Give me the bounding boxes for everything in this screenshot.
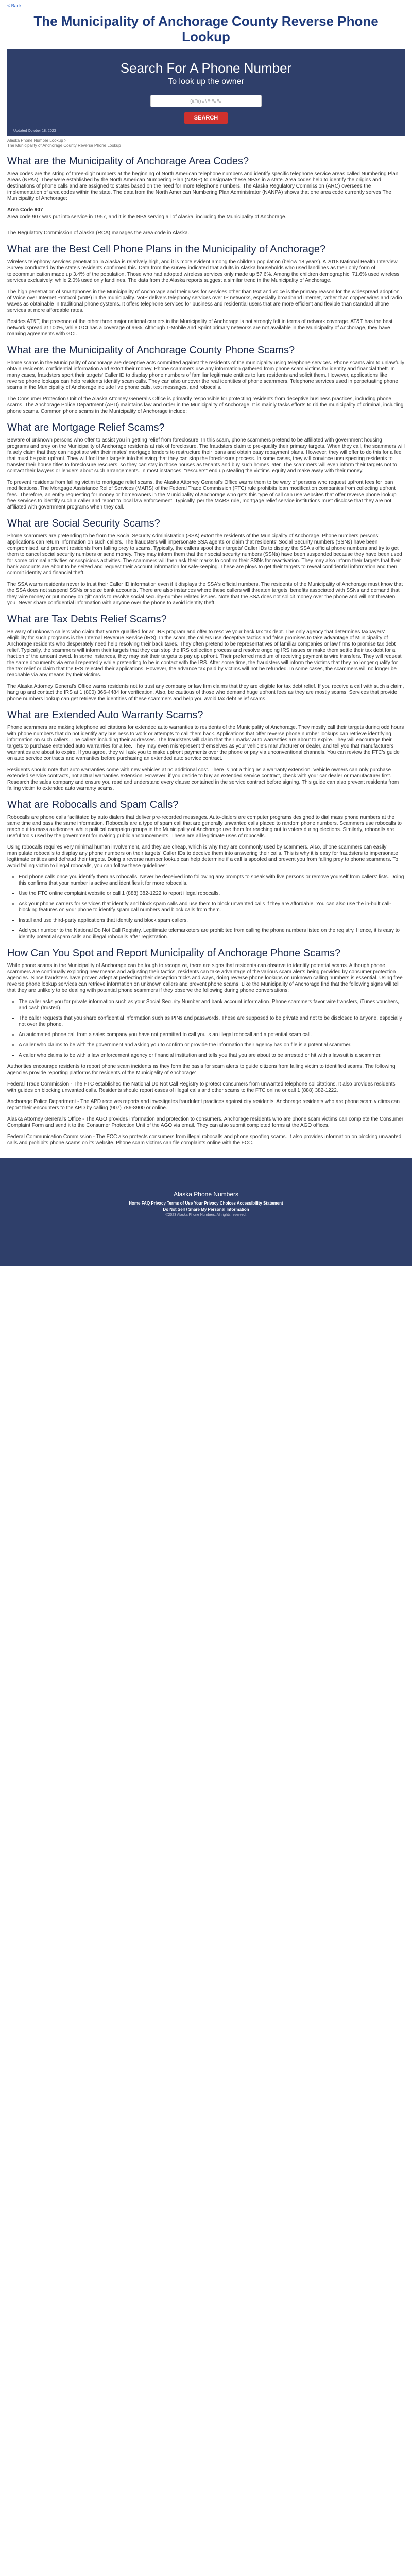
paragraph: Phone scams in the Municipality of Anchorage are deceptive acts committed against the residents of the municipality using telephone services. Phone scams aim to unlawfully obtain residents' confidential information and extort their money. Phone scammers use any information gathered from phone scam victims for identity and financial theft. In many cases, fraudsters sport their targets' Caller ID to display phone numbers of familiar legitimate entities to lure residents and solicit them. However, applications like reverse phone lookups can help residents identify scam calls. They can also uncover the real identities of phone scammers. Telephone services used in perpetuating phone scams in the Municipality of Anchorage include live phone calls, text messages, and robocalls. [7,360,404,391]
footer-link-privacy[interactable]: Privacy [151,1201,166,1206]
paragraph: Area codes are the string of three-digit numbers at the beginning of North American telephone numbers and identify specific telephone service areas called Numbering Plan Areas (NPAs). They were established by the North American Numbering Plan (NANP) to designate these NPAs in a state. Area codes help to identify the origins and destinations of phone calls and are assigned to states based on the need for more telephone numbers. The Alaska Regulatory Commission (ARC) oversees the implementation of area codes within the state. The data from the North American Numbering Plan Administrator (NANPA) shows that one area code currently serves The Municipality of Anchorage: [7,171,399,201]
main-content [0,156,412,1146]
paragraph: Phone scammers are making telephone solicitations for extended auto warranties to residents of the Municipality of Anchorage. They mostly call their targets during odd hours with phone numbers that do not identify any business to work or attempts to call them back. Applications that offer reverse phone number lookups can retrieve identifying information on such callers. The callers including their addresses. The fraudsters will claim that their marks' auto warranties are about to expire. They will encourage their targets to purchase extended auto warranties for a fee. They may even misrepresent themselves as your vehicle's manufacturer or dealer, and tell you that manufacturers' warranties are about to expire. If you agree, they will ask you to make upfront payments over the phone or pay via unconventional channels. You can review the FTC's guide on auto service contracts and warranties before purchasing an extended auto service contract. [7,725,404,761]
breadcrumb [7,138,405,148]
footer-link-terms[interactable]: Terms of Use [167,1201,193,1206]
area-code-heading: Area Code 907 [7,207,43,213]
section-title-tax-debt: What are Tax Debts Relief Scams? [7,614,167,625]
robocall-tips-list [7,874,405,940]
paragraph: Beware of unknown persons who offer to assist you in getting relief from foreclosure. In this scam, phone scammers pretend to be affiliated with government housing programs and prey on the Municipality of Anchorage residents at risk of foreclosure. The fraudsters claim to pre-qualify their primary targets. When they call, the scammers will falsely claim that they can negotiate with their mates' mortgage lenders to restructure their loans and obtain easy repayment plans. However, they will offer to do this for a fee that must be paid upfront. They will fool their targets into believing that they can stop the foreclosure process. In some cases, they will convince unsuspecting residents to transfer their house titles to foreclosure rescuers, so they can stay in those houses as tenants and buy such homes later. The scammers will even inform their targets not to contact their lawyers or lenders about such arrangements. In most instances, "rescuers" end up stealing the victims' equity and make away with their money. [7,437,405,474]
list-item: • The caller asks you for private information such as your Social Security Number and bank account information. Phone scammers favor wire transfers, iTunes vouchers, and cash (trusted). [19,999,405,1011]
breadcrumb-current: The Municipality of Anchorage County Reverse Phone Lookup [7,143,121,148]
paragraph: Federal Trade Commission - The FTC established the National Do Not Call Registry to protect consumers from unwanted telephone solicitations. It also provides residents with guides on blocking unwanted calls. Residents should report cases of illegal calls and other scams to the FTC online or call 1 (888) 382-1222. [7,1081,396,1093]
footer-link-accessibility[interactable]: Accessibility Statement [236,1201,283,1206]
search-hero [7,49,405,136]
paragraph: Using robocalls requires very minimal human involvement, and they are cheap, which is why they are commonly used by scammers. Also, phone scammers can easily manipulate robocalls to display any phone numbers on their targets' Caller IDs to deceive them into answering their calls. This is why it is easy for fraudsters to impersonate legitimate entities and defraud their targets. Doing a reverse number lookup can help determine if a call is spoofed and prevent you from falling prey to phone scammers. To avoid falling victim to illegal robocalls, you can follow these guidelines: [7,844,399,869]
footer-copyright: ©2023 Alaska Phone Numbers. All rights reserved. [165,1213,247,1217]
phone-search-input[interactable]: (###) ###-#### [150,95,262,107]
page [0,0,412,1266]
list-item: • End phone calls once you identify them as robocalls. Never be deceived into following any prompts to speak with live persons or remove yourself from callers' lists. Doing this confirms that your number is active and identifies it for more robocalls. [19,874,405,887]
page-title: The Municipality of Anchorage County Reverse Phone Lookup [33,13,379,44]
paragraph: The Regulatory Commission of Alaska (RCA) manages the area code in Alaska. [7,230,190,236]
back-link[interactable]: < Back [7,3,22,8]
footer [0,1158,412,1266]
paragraph: The Alaska Attorney General's Office warns residents not to trust any company or law firm claims that they are eligible for tax debt relief. If you receive a call with such a claim, hang up and contact the IRS at 1 (800) 366-4484 for verification. Also, be cautious of those who demand huge upfront fees as they are mostly scams. Services that provide phone numbers lookup can get retrieve the identities of these scammers and help you avoid tax debt relief scams. [7,684,404,702]
paragraph: Authorities encourage residents to report phone scam incidents as they form the basis for scam alerts to guide citizens from falling victim to identified scams. The following agencies provide reporting platforms for residents of the Municipality of Anchorage: [7,1064,396,1076]
paragraph: To prevent residents from falling victim to mortgage relief scams, the Alaska Attorney General's Office warns them to be wary of persons who request upfront fees for loan modifications. The Mortgage Assistance Relief Services (MARS) of the Federal Trade Commission (FTC) rule prohibits loan modification companies from collecting upfront fees. Therefore, an entity requesting for money or homeowners in the Municipality of Anchorage who gets this type of call can use websites that offer reverse phone lookup free services to identify such a caller and report to local law enforcement. Typically, per the MARS rule, mortgage relief service institutions must disclose that they are not affiliated with government programs when they call. [7,480,397,510]
section-title-auto-warranty: What are Extended Auto Warranty Scams? [7,709,203,721]
list-item: • Use the FTC online complaint website or call 1 (888) 382-1222 to report illegal robocalls. [19,891,405,897]
paragraph: Federal Communication Commission - The FCC also protects consumers from illegal robocalls and phone spoofing scams. It also provides information on blocking unwanted calls and prohibits phone scams on its website. Phone scam victims can file complaints online with the FCC. [7,1134,402,1146]
footer-link-home[interactable]: Home [129,1201,141,1206]
paragraph: Besides AT&T, the presence of the other three major national carriers in the Municipality of Anchorage is not strongly felt in terms of network coverage. AT&T has the best network spread at 100%, while GCI has a coverage of 96%. Although T-Mobile and Sprint primary networks are not available in the Municipality of Anchorage, they have roaming agreements with GCI. [7,319,393,337]
paragraph: Be wary of unknown callers who claim that you're qualified for an IRS program and offer to resolve your back tax tax debt. The only agency that determines taxpayers' eligibility for such programs is the Internal Revenue Service (IRS). In the scam, the callers use deceptive tactics and false promises to take advantage of Municipality of Anchorage residents who desperately need help resolving their back taxes. They often pretend to be representatives of familiar companies or law firms to promise tax debt relief. Typically, the scammers will inform their targets that they can stop the IRS collection process and resolve ongoing IRS issues or make them settle their tax debt for a fraction of the amount owed. In some instances, they may ask their targets to pay up upfront. Their preferred medium of receiving payment is wire transfers. They will request the same documents via email repeatedly while pretending to be in contact with the IRS. After some time, the fraudsters will inform the victims that they no longer qualify for the tax relief or claim that the IRS rejected their applications. However, the advance tax paid by victims will not be refunded. In some cases, the scammers will no longer be reachable via any means by their victims. [7,629,402,678]
list-item: • The caller requests that you share confidential information such as PINs and passwords. These are supposed to be private and not to be disclosed to anyone, especially not over the phone. [19,1015,405,1028]
section-title-social-security: What are Social Security Scams? [7,518,160,529]
footer-link-faq[interactable]: FAQ [141,1201,150,1206]
search-subheading: To look up the owner [168,77,244,86]
paragraph: The SSA warns residents never to trust their Caller ID information even if it displays the SSA's official numbers. The residents of the Municipality of Anchorage must know that the SSA does not suspend SSNs or seize bank accounts. There are also instances where these callers will threaten targets' benefits associated with SSNs and demand that they wire money or put money on gift cards to resolve social security-number related issues. Note that the SSA does not solicit money over the phone and will not threaten you. Never share confidential information with anyone over the phone to avoid identity theft. [7,582,403,606]
paragraph: While phone scams in the Municipality of Anchorage can be tough to recognize, there are signs that residents can observe to identify potential scams. Although phone scammers are continually exploring new means and adjusting their tactics, residents can take advantage of the various scam alerts being provided by consumer protection agencies. Since fraudsters have proven adept at perfecting their deception tricks and ways, doing reverse phone lookups on unknown calling numbers is essential. Using free reverse phone lookup services can retrieve information on unknown callers and prevent phone scams. Like the Municipality of Anchorage find that the following signs will tell that they are unlikely to be dealing with potential phone scammers if they observe the following during phone conversations: [7,963,403,993]
section-title-phone-scams: What are the Municipality of Anchorage County Phone Scams? [7,345,295,356]
list-item: • Add your number to the National Do Not Call Registry. Legitimate telemarketers are prohibited from calling the phone numbers listed on the registry. Hence, it is easy to identify potential spam calls and illegal robocalls after registration. [19,928,405,940]
paragraph: Robocalls are phone calls facilitated by auto dialers that deliver pre-recorded messages. Auto-dialers are computer programs designed to dial mass phone numbers at the same time and pass the same information. Robocalls are a type of spam call that are generally unwanted calls placed to random phone numbers. Scammers use robocalls to reach out to mass audiences, while political campaign groups in the Municipality of Anchorage use them for reaching out to voters during elections. Similarly, robocalls are useful tools used by the government for making public announcements. These are all legitimate uses of robocalls. [7,815,402,839]
footer-title: Alaska Phone Numbers [173,1191,239,1198]
footer-links [0,1201,412,1206]
section-title-cell-plans: What are the Best Cell Phone Plans in the Municipality of Anchorage? [7,244,326,255]
section-title-mortgage-relief: What are Mortgage Relief Scams? [7,422,165,433]
footer-do-not-sell-link[interactable]: Do Not Sell / Share My Personal Information [163,1207,249,1212]
list-item: • A caller who claims to be with a law enforcement agency or financial institution and tells you that you are about to be arrested or hit with a lawsuit is a scammer. [19,1053,405,1059]
search-button[interactable]: SEARCH [184,112,228,124]
paragraph: Phone scammers are pretending to be from the Social Security Administration (SSA) extort the residents of the Municipality of Anchorage. Phone numbers persons' applications can return information on such callers. The fraudsters will impersonate SSA agents or claim that residents' Social Security numbers (SSNs) have been compromised, and prevent residents from falling prey to scams. Typically, the callers spoof their targets' Caller IDs to display the SSA's official phone numbers and try to get them to cancel social security numbers or send money. They may inform them that their social security numbers (SSNs) have been suspended because they have been used for some criminal activities or suspicious activities. The scammers will then ask their marks to confirm their SSNs for reactivation. They may also inform their targets that their bank accounts are about to be seized and request their account information for safe-keeping. These are ploys to get their targets to reveal confidential information and then commit identity and financial theft. [7,533,402,576]
scam-signs-list [7,999,405,1059]
search-heading: Search For A Phone Number [120,60,292,76]
paragraph: The Consumer Protection Unit of the Alaska Attorney General's Office is primarily responsible for protecting residents from deceptive business practices, including phone scams. The Anchorage Police Department (APD) maintains law and order in the Municipality of Anchorage. It is mainly tasks efforts to rid the municipality of criminal, including phone scams. Common phone scams in the Municipality of Anchorage include: [7,396,404,414]
paragraph: Anchorage Police Department - The APD receives reports and investigates fraudulent practices against city residents. Anchorage residents who are phone scam victims can report their encounters to the APD by calling (907) 786-8900 or online. [7,1099,400,1111]
top-bar [0,0,412,10]
paragraph: Area code 907 was put into service in 1957, and it is the NPA serving all of Alaska, including the Municipality of Anchorage. [7,214,287,220]
breadcrumb-parent[interactable]: Alaska Phone Number Lookup > [7,138,67,143]
section-title-area-codes: What are the Municipality of Anchorage Area Codes? [7,156,249,167]
list-item: • Ask your phone carriers for services that identify and block spam calls and use them to block unwanted calls if they are affordable. You can also use the in-built call-blocking features on your phone to identify spam call numbers and block calls from them. [19,901,405,913]
paragraph: Wireless telephony services penetration in Alaska is relatively high, and it is more evident among the children population (below 18 years). A 2018 National Health Interview Survey conducted by the state's residents confirmed this. Data from the survey indicated that adults in Alaska households who used landlines as their only form of telecommunication made up 3.4% of the population. Those who had adopted wireless services only made up 57.6%. Among the children demographic, 71.6% used wireless services exclusively, while 2.0% used only landlines. The data from the Alaska reports suggest a similar trend in the Municipality of Anchorage. [7,259,400,283]
footer-link-privacy-choices[interactable]: Your Privacy Choices [194,1201,236,1206]
list-item: • Install and use third-party applications that identify and block spam callers. [19,918,405,924]
updated-date: Updated October 18, 2023 [13,129,56,133]
paragraph: The high penetration of smartphones in the Municipality of Anchorage and their uses for services other than text and voice is the primary reason for the widespread adoption of Voice over Internet Protocol (VoIP) in the municipality. VoIP delivers telephony services over IP networks, especially broadband internet, rather than copper wires and radio waves as obtainable in traditional phone systems. It offers telephone services for business and residential users that are more efficient and flexible than standard phone services at more affordable rates. [7,289,402,313]
paragraph: Alaska Attorney General's Office - The AGO provides information and protection to consumers. Anchorage residents who are phone scam victims can complete the Consumer Complaint Form and send it to the Consumer Protection Unit of the AGO via email. They can also submit completed forms at the AGO offices. [7,1116,404,1128]
section-title-robocalls: What are Robocalls and Spam Calls? [7,799,179,810]
list-item: • An automated phone call from a sales company you have not permitted to call you is an illegal robocall and a potential scam call. [19,1032,405,1038]
paragraph: Residents should note that auto warranties come with new vehicles at no additional cost. There is not a thing as a warranty extension. Vehicle owners can only purchase extended service contracts, not actual warranties extension. However, if you decide to buy an extended service contract, check with your car dealer or manufacturer first. Research the sales company and ensure you read and understand every clause contained in the service contract before signing. This guide can also prevent residents from falling victim to extended auto warranty scams. [7,767,399,791]
list-item: • A caller who claims to be with the government and asking you to confirm or provide the information their agency has on file is a potential scammer. [19,1042,405,1048]
section-title-spot-report: How Can You Spot and Report Municipality of Anchorage Phone Scams? [7,947,341,959]
